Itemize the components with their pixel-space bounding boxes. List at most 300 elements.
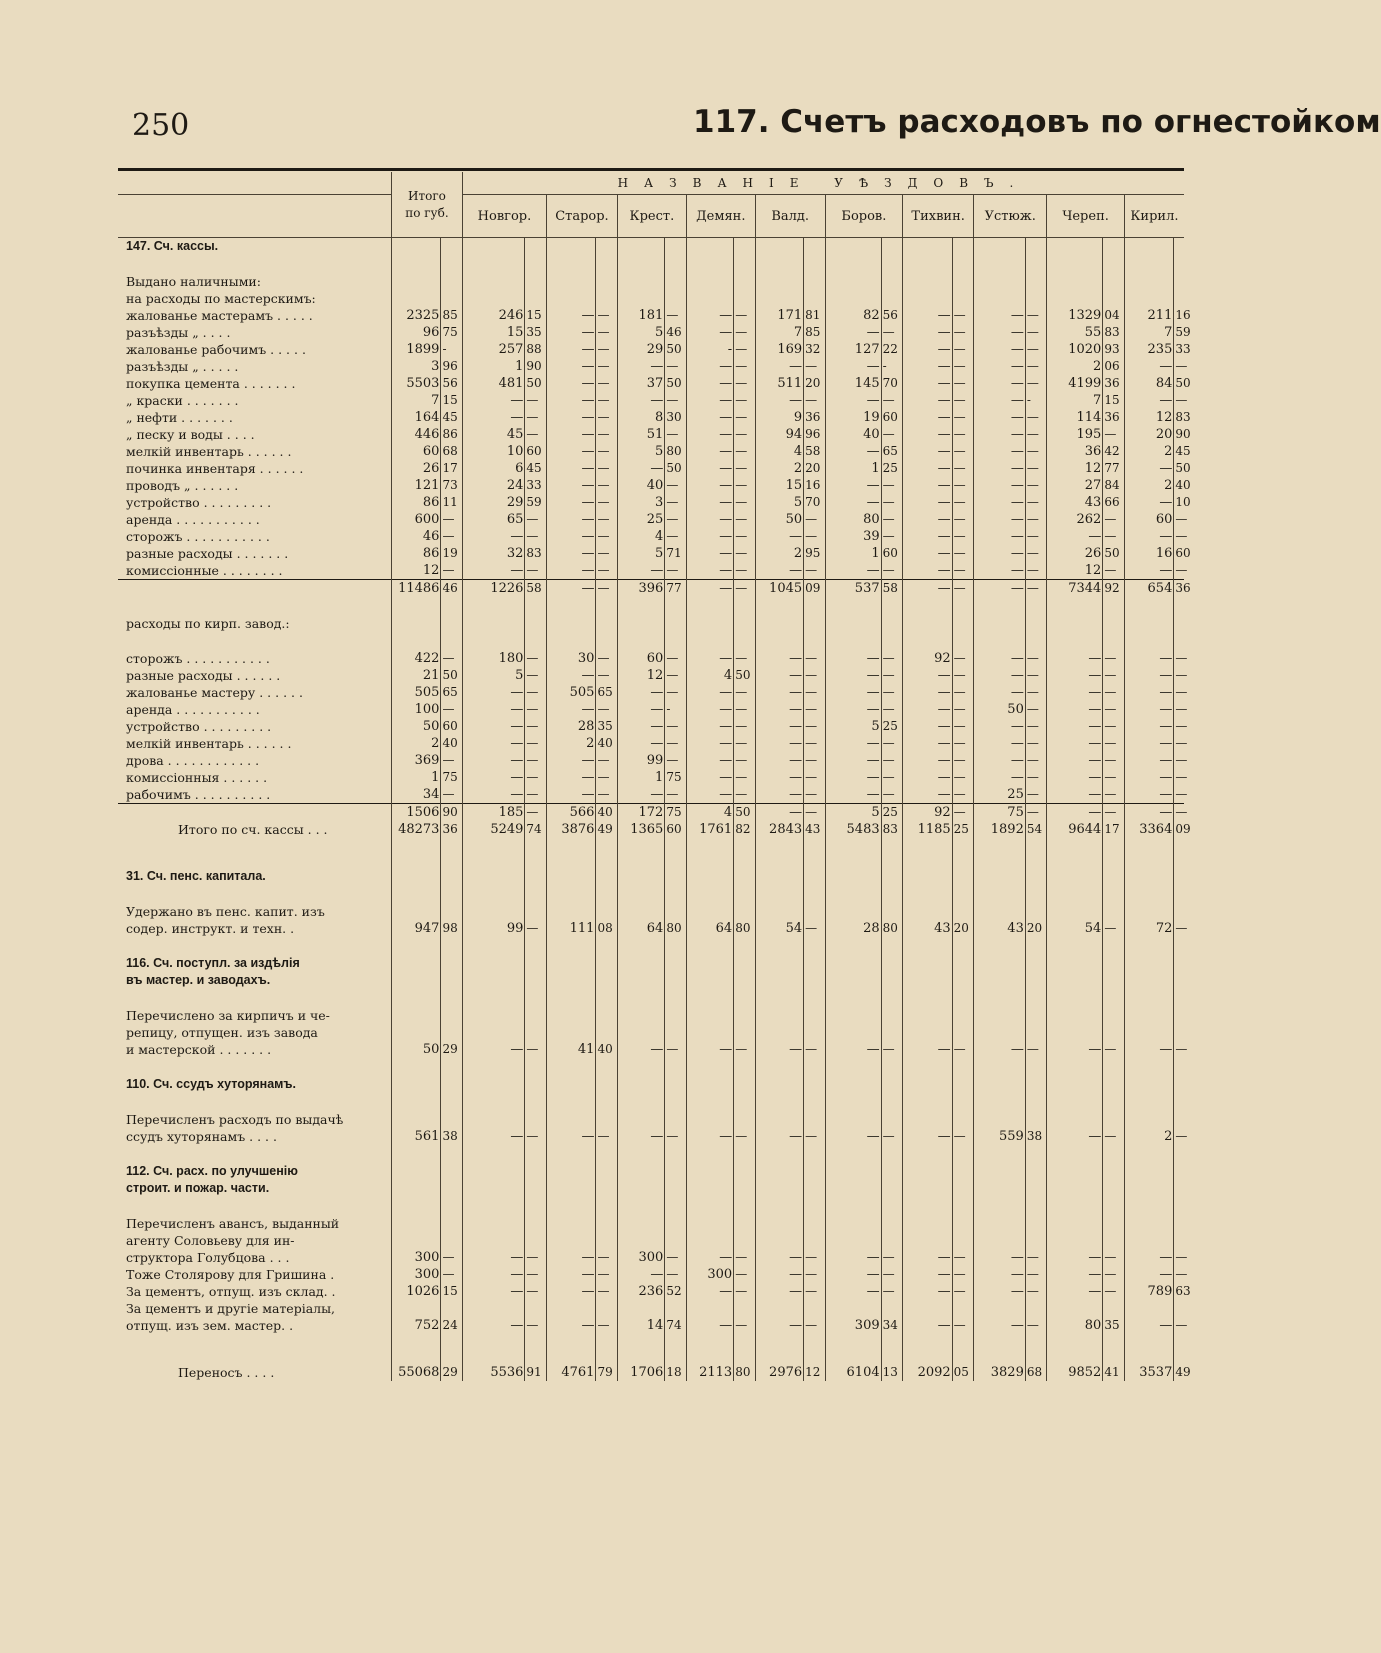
amount-kopecks (804, 972, 826, 989)
amount-kopecks: — (952, 392, 974, 409)
amount-rubles: — (686, 1283, 733, 1300)
amount-rubles: — (686, 392, 733, 409)
amount-rubles: — (974, 580, 1026, 598)
amount-rubles: 45 (462, 426, 524, 443)
amount-rubles (617, 238, 664, 256)
amount-rubles (825, 1111, 881, 1128)
amount-kopecks (1103, 1145, 1125, 1163)
amount-rubles: 54 (755, 920, 803, 937)
amount-kopecks: — (804, 920, 826, 937)
amount-rubles: — (462, 1041, 524, 1058)
amount-kopecks (804, 989, 826, 1007)
amount-rubles (391, 632, 441, 650)
amount-kopecks (1174, 255, 1184, 273)
amount-kopecks (596, 615, 618, 632)
amount-rubles: 50 (391, 1041, 441, 1058)
ledger-row (118, 597, 1184, 615)
amount-kopecks: — (1175, 393, 1188, 407)
amount-kopecks (1025, 937, 1047, 955)
amount-rubles (903, 1232, 953, 1249)
amount-kopecks (441, 1163, 463, 1180)
amount-rubles: 169 (755, 341, 803, 358)
ledger-row (118, 460, 1184, 477)
ledger-row (118, 494, 1184, 511)
amount-rubles: 15 (755, 477, 803, 494)
amount-kopecks: 50 (665, 375, 687, 392)
amount-kopecks (804, 1215, 826, 1232)
amount-rubles: — (686, 545, 733, 562)
amount-kopecks: 36 (1103, 375, 1125, 392)
amount-kopecks: — (525, 752, 547, 769)
amount-kopecks: — (881, 1266, 903, 1283)
amount-rubles: 12 (617, 667, 664, 684)
amount-rubles: 262 (1047, 511, 1103, 528)
amount-kopecks (1103, 1093, 1125, 1111)
amount-rubles (462, 1334, 524, 1364)
amount-kopecks (665, 1163, 687, 1180)
amount-rubles: — (1124, 528, 1174, 545)
amount-kopecks (665, 255, 687, 273)
amount-kopecks (952, 989, 974, 1007)
amount-rubles (546, 1232, 596, 1249)
amount-rubles (617, 1111, 664, 1128)
amount-kopecks (881, 937, 903, 955)
amount-kopecks (665, 1145, 687, 1163)
amount-kopecks (441, 1093, 463, 1111)
amount-kopecks (734, 597, 756, 615)
amount-rubles: 180 (462, 650, 524, 667)
amount-rubles (903, 290, 953, 307)
amount-kopecks (1025, 1180, 1047, 1197)
amount-rubles: — (755, 562, 803, 580)
amount-rubles (617, 632, 664, 650)
amount-kopecks (525, 937, 547, 955)
amount-kopecks: — (1175, 685, 1188, 699)
amount-kopecks: 46 (441, 580, 463, 598)
amount-rubles: 2092 (903, 1364, 953, 1381)
amount-kopecks: — (596, 786, 618, 804)
amount-kopecks: 50 (665, 460, 687, 477)
amount-rubles (755, 1163, 803, 1180)
amount-kopecks (1174, 1334, 1184, 1364)
amount-kopecks (665, 1058, 687, 1076)
amount-rubles: — (903, 562, 953, 580)
amount-kopecks (441, 255, 463, 273)
amount-kopecks (734, 1334, 756, 1364)
amount-rubles (825, 1145, 881, 1163)
ledger-row (118, 667, 1184, 684)
amount-kopecks: — (1025, 324, 1047, 341)
amount-rubles: — (825, 443, 881, 460)
amount-rubles (617, 1232, 664, 1249)
amount-rubles (974, 615, 1026, 632)
amount-rubles (391, 273, 441, 290)
amount-kopecks: — (1175, 805, 1188, 819)
amount-kopecks (441, 972, 463, 989)
amount-rubles: 96 (391, 324, 441, 341)
amount-rubles: — (755, 1317, 803, 1334)
amount-rubles: — (546, 752, 596, 769)
amount-rubles (462, 868, 524, 885)
amount-rubles: 86 (391, 545, 441, 562)
amount-kopecks: — (596, 1128, 618, 1145)
amount-rubles: — (546, 1249, 596, 1266)
amount-rubles (391, 597, 441, 615)
amount-rubles (825, 1334, 881, 1364)
amount-kopecks (734, 1197, 756, 1215)
ledger-row (118, 1128, 1184, 1145)
amount-rubles: 5 (617, 443, 664, 460)
amount-kopecks: — (881, 752, 903, 769)
amount-rubles (391, 1197, 441, 1215)
amount-rubles: 6104 (825, 1364, 881, 1381)
amount-rubles: — (974, 443, 1026, 460)
amount-kopecks (1174, 1058, 1184, 1076)
amount-rubles: — (546, 580, 596, 598)
amount-rubles (974, 955, 1026, 972)
amount-kopecks (665, 1093, 687, 1111)
ledger-row (118, 868, 1184, 885)
amount-kopecks (1025, 1232, 1047, 1249)
amount-rubles: 2 (1124, 1128, 1174, 1145)
amount-rubles (903, 1197, 953, 1215)
amount-rubles (391, 989, 441, 1007)
amount-kopecks: 05 (952, 1364, 974, 1381)
amount-kopecks: — (596, 580, 618, 598)
amount-kopecks: — (665, 307, 687, 324)
amount-kopecks (441, 1215, 463, 1232)
amount-rubles: 29 (462, 494, 524, 511)
amount-rubles (755, 1076, 803, 1093)
amount-kopecks: 75 (441, 324, 463, 341)
amount-kopecks (734, 632, 756, 650)
amount-rubles (462, 238, 524, 256)
amount-rubles: 8 (617, 409, 664, 426)
amount-rubles: — (546, 409, 596, 426)
amount-kopecks: — (734, 580, 756, 598)
amount-kopecks (804, 937, 826, 955)
amount-kopecks (1103, 615, 1125, 632)
amount-kopecks (952, 632, 974, 650)
amount-rubles (546, 615, 596, 632)
amount-kopecks: — (881, 324, 903, 341)
amount-rubles: 1226 (462, 580, 524, 598)
district-header: Череп. (1047, 195, 1124, 238)
amount-kopecks (952, 1145, 974, 1163)
amount-kopecks: — (1175, 668, 1188, 682)
amount-kopecks: — (1103, 1128, 1125, 1145)
amount-rubles (617, 989, 664, 1007)
amount-kopecks: 35 (1103, 1317, 1125, 1334)
amount-rubles (1124, 632, 1174, 650)
amount-rubles (686, 1180, 733, 1197)
amount-kopecks: — (734, 358, 756, 375)
amount-kopecks: 60 (441, 718, 463, 735)
amount-kopecks: 08 (596, 920, 618, 937)
amount-rubles: — (686, 701, 733, 718)
amount-rubles (686, 955, 733, 972)
amount-rubles: — (546, 358, 596, 375)
row-label: рабочимъ . . . . . . . . . . (126, 787, 271, 802)
amount-kopecks: — (596, 701, 618, 718)
amount-kopecks (734, 1163, 756, 1180)
amount-kopecks: 68 (441, 443, 463, 460)
amount-rubles (755, 238, 803, 256)
amount-rubles: — (1047, 701, 1103, 718)
amount-kopecks: — (1175, 512, 1188, 526)
amount-kopecks: — (1103, 1249, 1125, 1266)
amount-rubles: 537 (825, 580, 881, 598)
amount-kopecks: — (1103, 920, 1125, 937)
amount-kopecks (596, 273, 618, 290)
amount-kopecks: - (881, 358, 903, 375)
amount-kopecks: 74 (525, 821, 547, 838)
amount-rubles (903, 1111, 953, 1128)
amount-kopecks: — (1175, 770, 1188, 784)
amount-kopecks: — (952, 460, 974, 477)
amount-kopecks (1025, 1093, 1047, 1111)
amount-rubles (1124, 615, 1174, 632)
amount-rubles: 1892 (974, 821, 1026, 838)
amount-rubles: — (617, 358, 664, 375)
amount-kopecks: 92 (1103, 580, 1125, 598)
amount-kopecks (441, 1145, 463, 1163)
amount-kopecks: — (596, 443, 618, 460)
amount-rubles (686, 868, 733, 885)
amount-rubles: — (462, 409, 524, 426)
amount-kopecks: 45 (1175, 444, 1191, 458)
amount-rubles (825, 1007, 881, 1024)
amount-rubles: — (1124, 1317, 1174, 1334)
amount-rubles: — (974, 752, 1026, 769)
amount-kopecks: — (952, 562, 974, 580)
amount-kopecks (441, 955, 463, 972)
amount-rubles (755, 838, 803, 868)
amount-kopecks: 45 (441, 409, 463, 426)
amount-rubles: — (686, 511, 733, 528)
amount-kopecks: — (952, 650, 974, 667)
amount-kopecks: — (1025, 735, 1047, 752)
amount-kopecks: — (596, 1266, 618, 1283)
amount-rubles: - (686, 341, 733, 358)
amount-kopecks: 25 (881, 460, 903, 477)
amount-rubles (686, 1145, 733, 1163)
amount-rubles: — (825, 1249, 881, 1266)
amount-kopecks (952, 615, 974, 632)
amount-kopecks (804, 838, 826, 868)
amount-rubles (755, 1197, 803, 1215)
amount-kopecks (441, 885, 463, 903)
amount-rubles (1047, 290, 1103, 307)
amount-kopecks (665, 615, 687, 632)
amount-kopecks (1025, 615, 1047, 632)
amount-rubles: 511 (755, 375, 803, 392)
amount-rubles (617, 1076, 664, 1093)
amount-rubles (391, 1232, 441, 1249)
amount-kopecks: — (665, 1041, 687, 1058)
amount-kopecks (804, 255, 826, 273)
amount-kopecks: — (1025, 684, 1047, 701)
amount-kopecks (1103, 1007, 1125, 1024)
amount-kopecks (804, 1163, 826, 1180)
amount-rubles (903, 868, 953, 885)
amount-kopecks (1025, 1163, 1047, 1180)
amount-kopecks: — (1175, 529, 1188, 543)
amount-kopecks (596, 1111, 618, 1128)
amount-rubles: 1365 (617, 821, 664, 838)
amount-kopecks (952, 1076, 974, 1093)
amount-rubles (1124, 1197, 1174, 1215)
amount-kopecks (596, 838, 618, 868)
amount-kopecks: — (1103, 667, 1125, 684)
ledger-row (118, 1111, 1184, 1128)
amount-kopecks: — (1025, 307, 1047, 324)
amount-kopecks (1025, 903, 1047, 920)
amount-rubles (462, 615, 524, 632)
amount-rubles: — (546, 1128, 596, 1145)
amount-rubles: 5 (825, 718, 881, 735)
amount-kopecks: 56 (881, 307, 903, 324)
amount-kopecks: 65 (441, 684, 463, 701)
amount-rubles (546, 1111, 596, 1128)
amount-kopecks: — (734, 341, 756, 358)
amount-kopecks: — (665, 735, 687, 752)
amount-rubles: 2 (755, 460, 803, 477)
amount-kopecks (952, 1024, 974, 1041)
amount-kopecks: — (804, 650, 826, 667)
amount-rubles: 2 (546, 735, 596, 752)
amount-kopecks: — (596, 409, 618, 426)
amount-rubles: 185 (462, 804, 524, 822)
amount-kopecks: — (441, 511, 463, 528)
amount-rubles (903, 1024, 953, 1041)
amount-rubles: 25 (974, 786, 1026, 804)
amount-rubles (686, 1232, 733, 1249)
amount-rubles (1047, 868, 1103, 885)
amount-rubles: 9852 (1047, 1364, 1103, 1381)
amount-kopecks (1025, 1215, 1047, 1232)
row-label: устройство . . . . . . . . . (126, 719, 272, 734)
district-header: Кирил. (1124, 195, 1184, 238)
amount-rubles: — (825, 735, 881, 752)
row-label: жалованье рабочимъ . . . . . (126, 342, 306, 357)
amount-rubles (903, 1145, 953, 1163)
ledger-row (118, 307, 1184, 324)
amount-kopecks (1025, 868, 1047, 885)
amount-rubles: — (903, 528, 953, 545)
amount-kopecks: — (1103, 804, 1125, 822)
amount-kopecks: — (804, 1266, 826, 1283)
amount-kopecks: 83 (1103, 324, 1125, 341)
amount-kopecks: — (525, 684, 547, 701)
amount-kopecks (1103, 255, 1125, 273)
amount-rubles: — (546, 375, 596, 392)
ledger-row (118, 769, 1184, 786)
amount-kopecks (441, 1334, 463, 1364)
amount-kopecks (881, 632, 903, 650)
amount-kopecks (525, 972, 547, 989)
amount-rubles (1124, 1076, 1174, 1093)
row-label: ссудъ хуторянамъ . . . . (126, 1129, 277, 1144)
amount-rubles: — (1124, 392, 1174, 409)
amount-rubles: — (825, 1041, 881, 1058)
amount-rubles (825, 1215, 881, 1232)
amount-kopecks (881, 885, 903, 903)
amount-rubles: — (903, 786, 953, 804)
amount-rubles (462, 885, 524, 903)
amount-kopecks: 60 (881, 545, 903, 562)
amount-kopecks (952, 972, 974, 989)
amount-rubles: — (1047, 752, 1103, 769)
amount-kopecks: — (804, 701, 826, 718)
amount-rubles: 14 (617, 1317, 664, 1334)
amount-rubles (686, 903, 733, 920)
amount-kopecks: — (734, 528, 756, 545)
amount-rubles: 11486 (391, 580, 441, 598)
amount-kopecks: 50 (734, 667, 756, 684)
amount-rubles (546, 1093, 596, 1111)
row-label: Итого по сч. кассы . . . (178, 822, 328, 837)
amount-kopecks: 63 (1175, 1284, 1191, 1298)
amount-kopecks (665, 838, 687, 868)
amount-rubles (546, 273, 596, 290)
amount-kopecks: 25 (881, 718, 903, 735)
amount-rubles: — (1047, 786, 1103, 804)
amount-rubles (462, 1076, 524, 1093)
amount-kopecks: 35 (525, 324, 547, 341)
amount-kopecks (596, 238, 618, 256)
ledger-row (118, 1317, 1184, 1334)
amount-rubles: 30 (546, 650, 596, 667)
amount-kopecks (596, 1334, 618, 1364)
amount-rubles (825, 615, 881, 632)
amount-kopecks: 38 (441, 1128, 463, 1145)
row-label: Тоже Столярову для Гришина . (126, 1267, 335, 1282)
amount-rubles: — (1047, 1041, 1103, 1058)
amount-kopecks: 40 (596, 735, 618, 752)
amount-kopecks: — (804, 769, 826, 786)
amount-rubles: 3876 (546, 821, 596, 838)
amount-kopecks: 77 (665, 580, 687, 598)
amount-rubles: 64 (617, 920, 664, 937)
amount-rubles (546, 937, 596, 955)
amount-rubles: — (825, 324, 881, 341)
amount-kopecks: — (1174, 786, 1184, 804)
amount-kopecks (665, 1007, 687, 1024)
amount-kopecks: — (596, 460, 618, 477)
amount-kopecks: — (734, 1041, 756, 1058)
amount-rubles: — (686, 735, 733, 752)
amount-kopecks: — (734, 511, 756, 528)
amount-kopecks: — (665, 528, 687, 545)
amount-kopecks: — (525, 701, 547, 718)
amount-kopecks: 49 (1175, 1365, 1191, 1379)
amount-kopecks (441, 238, 463, 256)
amount-rubles: — (903, 1128, 953, 1145)
amount-kopecks (441, 615, 463, 632)
amount-kopecks (1103, 989, 1125, 1007)
amount-kopecks: — (804, 1249, 826, 1266)
amount-kopecks (952, 238, 974, 256)
amount-kopecks (734, 868, 756, 885)
amount-rubles (546, 868, 596, 885)
amount-kopecks (1103, 1076, 1125, 1093)
amount-kopecks (1103, 273, 1125, 290)
amount-kopecks: — (665, 494, 687, 511)
amount-kopecks (525, 903, 547, 920)
amount-kopecks (804, 1180, 826, 1197)
ledger-row (118, 1300, 1184, 1317)
